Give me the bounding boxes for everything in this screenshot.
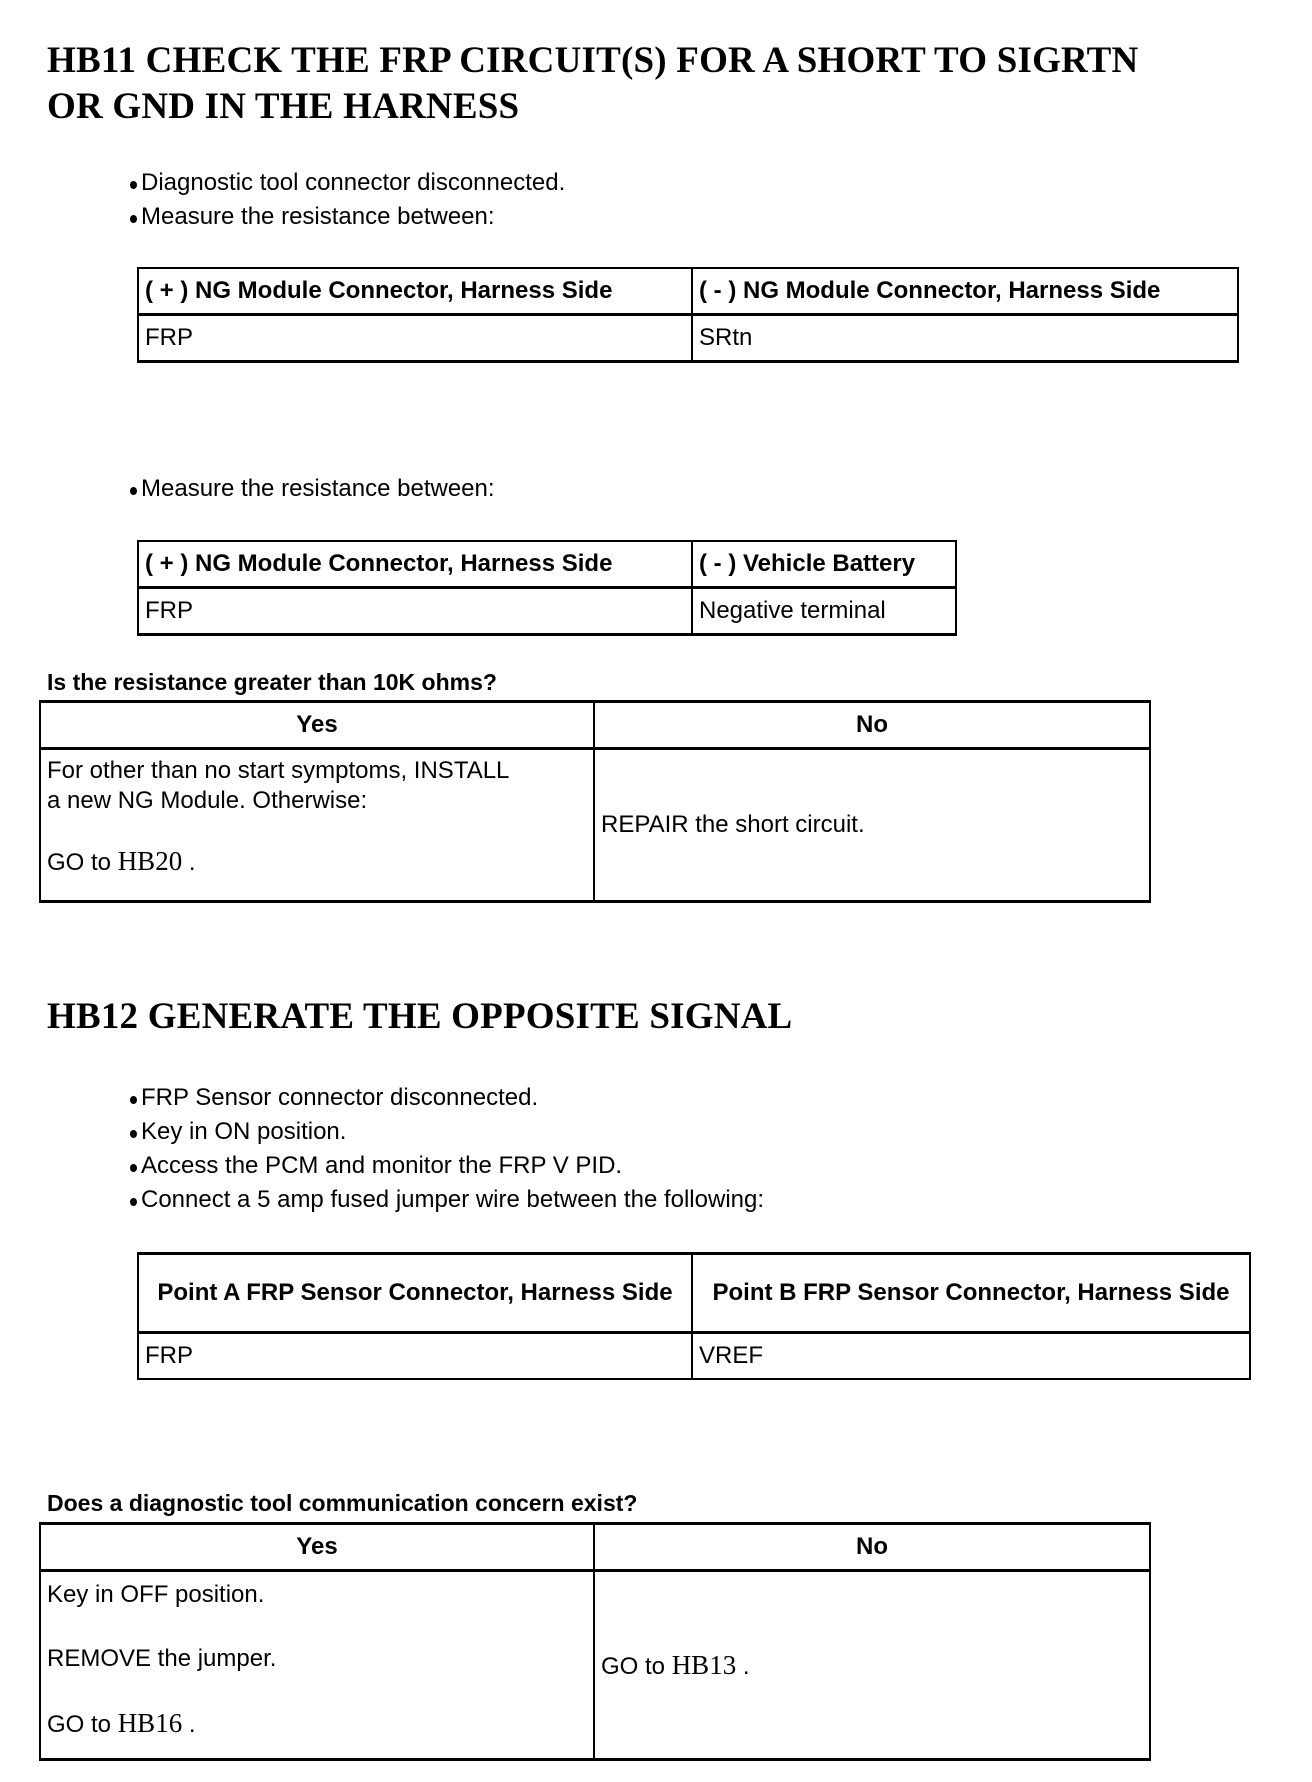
table-cell: SRtn bbox=[692, 315, 1238, 362]
yes-text-line: Key in OFF position. bbox=[47, 1581, 265, 1608]
hb11-title-line1: HB11 CHECK THE FRP CIRCUIT(S) FOR A SHORT TO SIGRTN bbox=[47, 40, 1139, 81]
bullet-text: Measure the resistance between: bbox=[141, 203, 495, 230]
no-cell bbox=[594, 1571, 1150, 1760]
bullet-text: Access the PCM and monitor the FRP V PID. bbox=[141, 1152, 623, 1179]
bullet-icon bbox=[130, 1164, 137, 1172]
yes-goto bbox=[47, 1708, 587, 1740]
hb12-jumper-table bbox=[137, 1252, 1251, 1380]
hb11-title bbox=[47, 38, 1138, 130]
bullet-item bbox=[130, 1183, 764, 1217]
bullet-item bbox=[130, 1081, 764, 1115]
bullet-icon bbox=[130, 1198, 137, 1206]
bullet-item bbox=[130, 1115, 764, 1149]
hb11-title-line2: OR GND IN THE HARNESS bbox=[47, 86, 520, 127]
hb11-measure-table-1 bbox=[137, 267, 1239, 363]
table-row bbox=[40, 749, 1150, 902]
table-cell: FRP bbox=[138, 1333, 692, 1380]
goto-prefix: GO to bbox=[601, 1652, 672, 1680]
table-header: Point A FRP Sensor Connector, Harness Side bbox=[138, 1254, 692, 1333]
table-header: ( + ) NG Module Connector, Harness Side bbox=[138, 541, 692, 588]
table-header: ( - ) Vehicle Battery bbox=[692, 541, 956, 588]
goto-suffix: . bbox=[182, 1711, 196, 1738]
goto-suffix: . bbox=[736, 1652, 750, 1680]
table-row bbox=[40, 1571, 1150, 1760]
hb12-title: HB12 GENERATE THE OPPOSITE SIGNAL bbox=[47, 996, 793, 1037]
table-cell: VREF bbox=[692, 1333, 1250, 1380]
table-header: ( - ) NG Module Connector, Harness Side bbox=[692, 268, 1238, 315]
bullet-item bbox=[130, 472, 495, 506]
no-cell: REPAIR the short circuit. bbox=[594, 749, 1150, 902]
bullet-icon bbox=[130, 181, 137, 189]
hb11-measure-table-2 bbox=[137, 540, 957, 636]
table-row bbox=[138, 588, 956, 635]
bullet-item bbox=[130, 1149, 764, 1183]
goto-hb13-link[interactable]: HB13 bbox=[671, 1649, 737, 1680]
yes-cell bbox=[40, 1571, 594, 1760]
bullet-icon bbox=[130, 1096, 137, 1104]
hb11-bullet-list-2 bbox=[130, 472, 495, 506]
table-header: Point B FRP Sensor Connector, Harness Side bbox=[692, 1254, 1250, 1333]
hb11-decision-table bbox=[39, 700, 1151, 903]
hb11-question: Is the resistance greater than 10K ohms? bbox=[47, 669, 497, 695]
hb12-decision-table bbox=[39, 1522, 1151, 1761]
table-row bbox=[138, 1333, 1250, 1380]
yes-text-line: For other than no start symptoms, INSTALL bbox=[47, 757, 510, 784]
yes-text-line: a new NG Module. Otherwise: bbox=[47, 787, 368, 814]
bullet-text: Key in ON position. bbox=[141, 1118, 347, 1145]
bullet-text: Diagnostic tool connector disconnected. bbox=[141, 169, 566, 196]
table-cell: FRP bbox=[138, 588, 692, 635]
yes-header: Yes bbox=[40, 702, 594, 749]
table-cell: FRP bbox=[138, 315, 692, 362]
no-header: No bbox=[594, 702, 1150, 749]
table-header: ( + ) NG Module Connector, Harness Side bbox=[138, 268, 692, 315]
goto-hb16-link[interactable]: HB16 bbox=[117, 1708, 183, 1738]
bullet-item bbox=[130, 200, 565, 234]
table-cell: Negative terminal bbox=[692, 588, 956, 635]
table-row bbox=[138, 315, 1238, 362]
yes-goto bbox=[47, 846, 587, 878]
yes-cell bbox=[40, 749, 594, 902]
goto-prefix: GO to bbox=[47, 1711, 118, 1738]
bullet-text: Measure the resistance between: bbox=[141, 475, 495, 502]
goto-suffix: . bbox=[182, 849, 196, 876]
no-header: No bbox=[594, 1524, 1150, 1571]
yes-text-line: REMOVE the jumper. bbox=[47, 1645, 277, 1672]
hb12-question: Does a diagnostic tool communication concern exist? bbox=[47, 1490, 638, 1516]
bullet-icon bbox=[130, 215, 137, 223]
hb12-bullet-list bbox=[130, 1081, 764, 1217]
bullet-icon bbox=[130, 487, 137, 495]
bullet-icon bbox=[130, 1130, 137, 1138]
goto-hb20-link[interactable]: HB20 bbox=[117, 846, 183, 876]
bullet-text: Connect a 5 amp fused jumper wire between the following: bbox=[141, 1186, 765, 1213]
yes-header: Yes bbox=[40, 1524, 594, 1571]
goto-prefix: GO to bbox=[47, 849, 118, 876]
bullet-item bbox=[130, 166, 565, 200]
hb11-bullet-list bbox=[130, 166, 565, 234]
bullet-text: FRP Sensor connector disconnected. bbox=[141, 1084, 539, 1111]
